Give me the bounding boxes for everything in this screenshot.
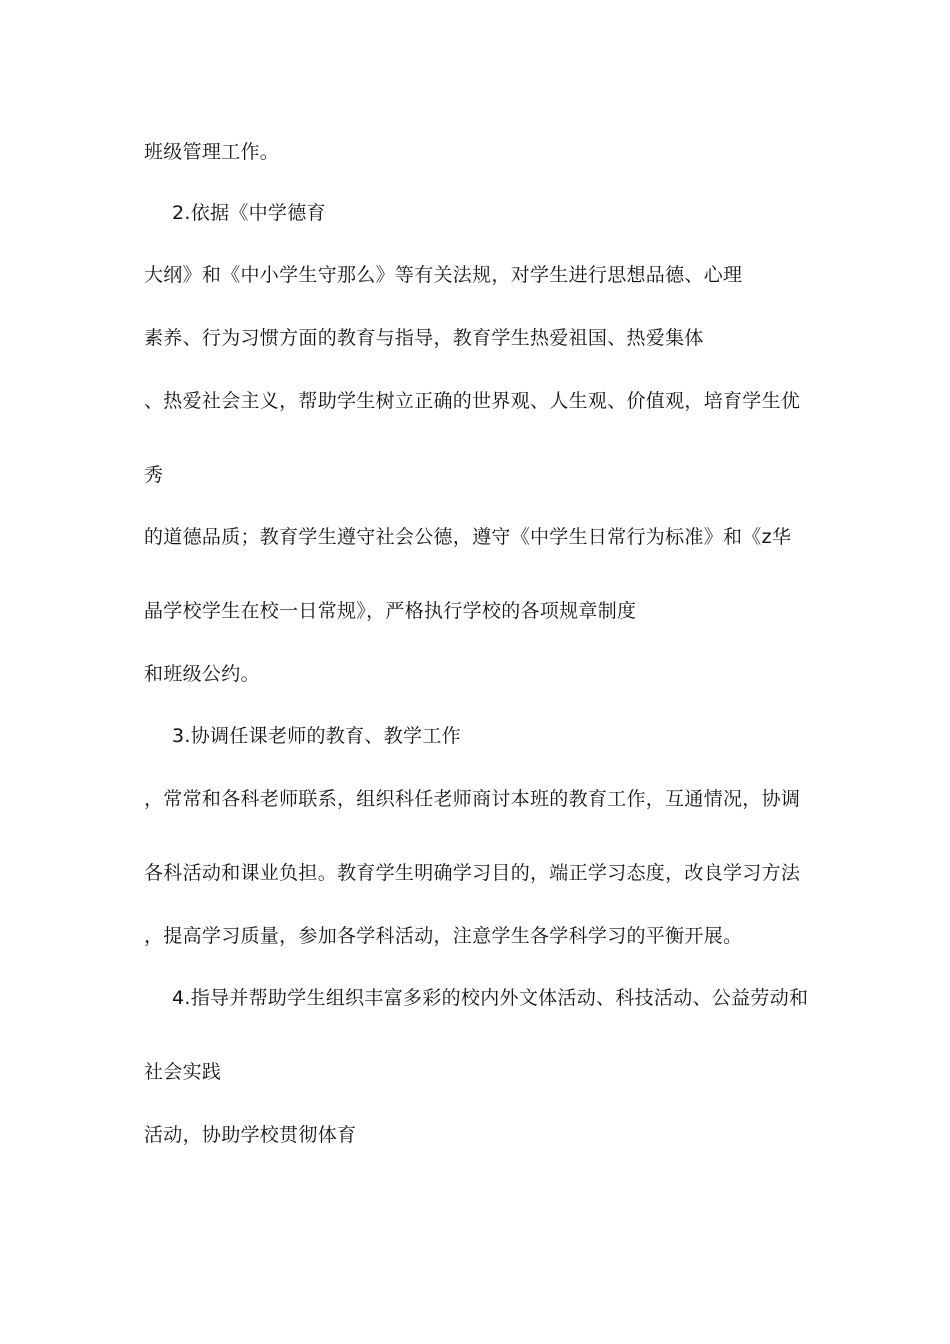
paragraph-line: 各科活动和课业负担。教育学生明确学习目的，端正学习态度，改良学习方法 [144,862,801,884]
paragraph-line: ，提高学习质量，参加各学科活动，注意学生各学科学习的平衡开展。 [144,925,743,947]
paragraph-line: 班级管理工作。 [144,141,280,163]
paragraph-line: 活动，协助学校贯彻体育 [144,1124,357,1146]
paragraph-line: 素养、行为习惯方面的教育与指导，教育学生热爱祖国、热爱集体 [144,327,704,349]
paragraph-line: 大纲》和《中小学生守那么》等有关法规，对学生进行思想品德、心理 [144,264,743,286]
numbered-item-4: 4.指导并帮助学生组织丰富多彩的校内外文体活动、科技活动、公益劳动和 [172,987,809,1009]
paragraph-line: 秀 [144,464,164,486]
paragraph-line: 、热爱社会主义，帮助学生树立正确的世界观、人生观、价值观，培育学生优 [144,390,801,412]
paragraph-line: 和班级公约。 [144,663,260,685]
paragraph-line: ，常常和各科老师联系，组织科任老师商讨本班的教育工作，互通情况，协调 [144,788,801,810]
numbered-item-3: 3.协调任课老师的教育、教学工作 [172,725,461,747]
paragraph-line: 晶学校学生在校一日常规》，严格执行学校的各项规章制度 [144,600,637,622]
numbered-item-2: 2.依据《中学德育 [172,202,326,224]
paragraph-line: 社会实践 [144,1061,222,1083]
paragraph-line: 的道德品质；教育学生遵守社会公德，遵守《中学生日常行为标准》和《z华 [144,526,792,548]
